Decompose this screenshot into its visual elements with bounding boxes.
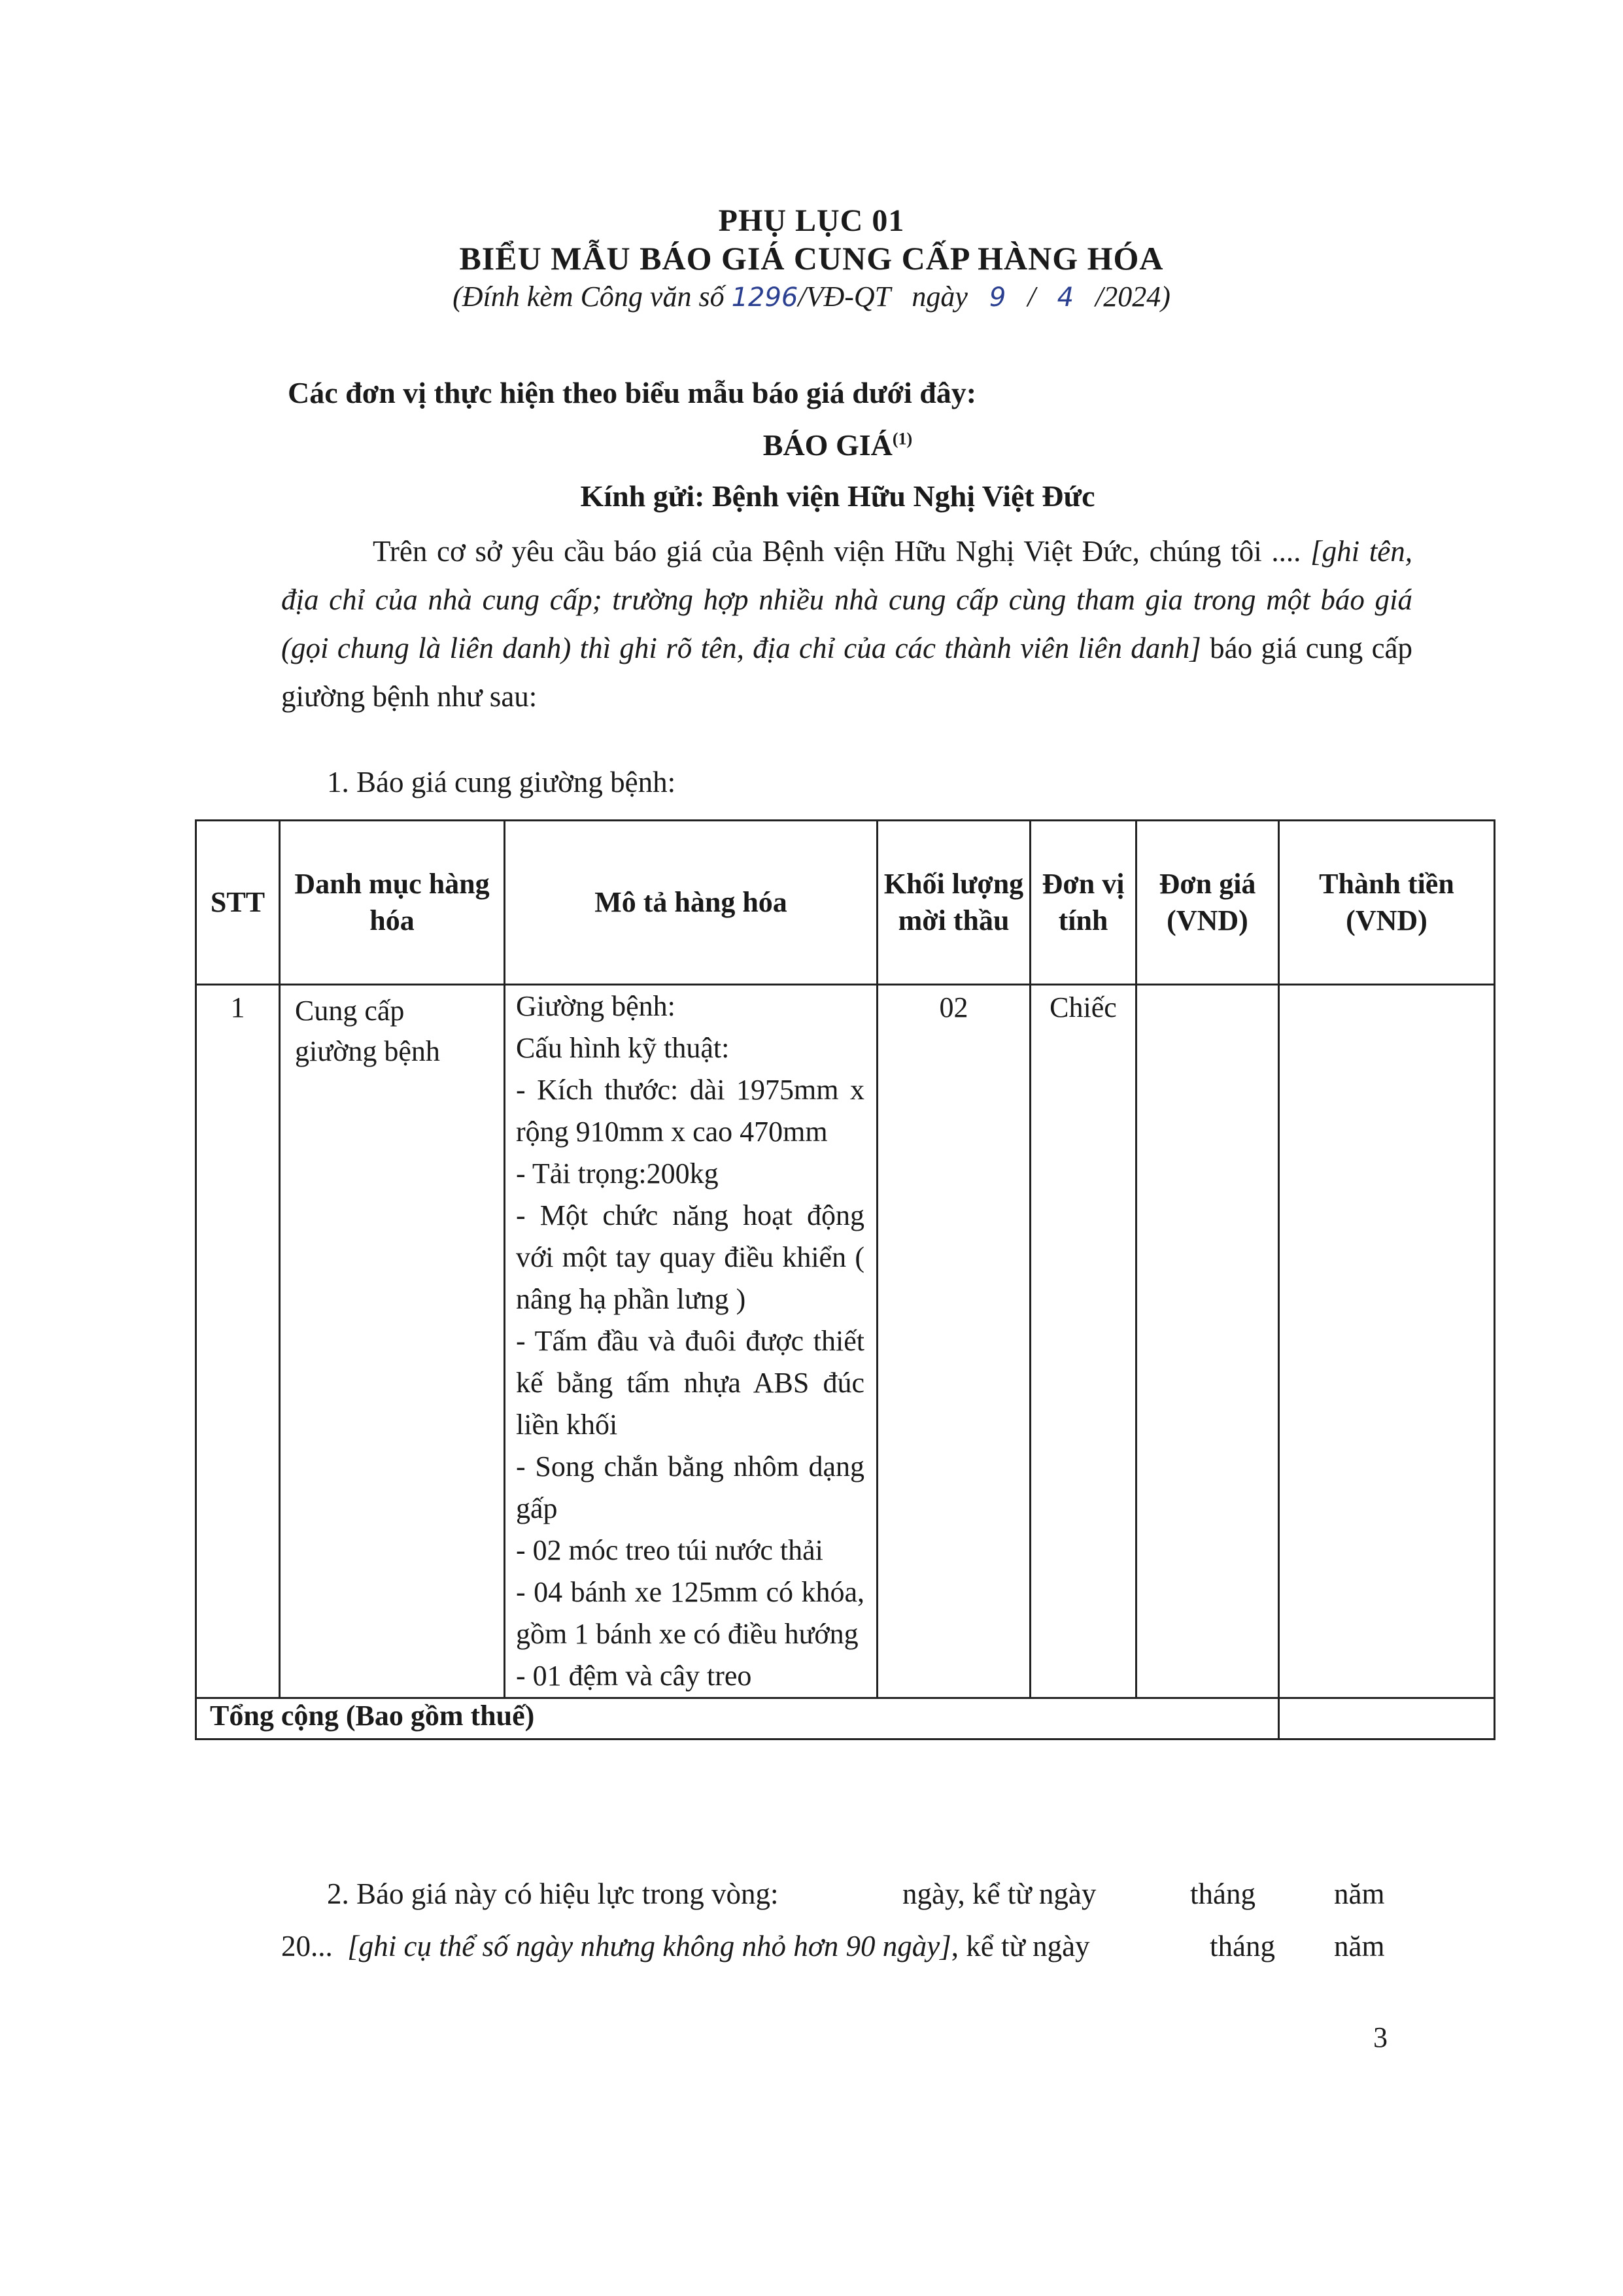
attach-prefix: (Đính kèm Công văn số: [453, 281, 725, 313]
description-line: - Kích thước: dài 1975mm x rộng 910mm x cao 470mm: [516, 1074, 864, 1148]
total-label: Tổng cộng (Bao gồm thuế): [196, 1698, 1279, 1739]
handwritten-doc-number: 1296: [731, 283, 798, 313]
table-header-row: [196, 821, 1495, 985]
quote-table: [195, 819, 1495, 1740]
cell-quantity: 02: [878, 985, 1031, 1698]
date-separator: /: [1027, 281, 1036, 313]
paragraph-normal-2: báo giá cung cấp giường bệnh như sau:: [281, 632, 1413, 713]
year-text: /2024): [1095, 281, 1170, 313]
quote-title: [26, 428, 1623, 462]
validity-text-2c: tháng: [1210, 1930, 1275, 1962]
description-line: Cấu hình kỹ thuật:: [516, 1032, 730, 1064]
validity-text-2b: , kể từ ngày: [951, 1930, 1090, 1962]
form-title: BIỂU MẪU BÁO GIÁ CUNG CẤP HÀNG HÓA: [459, 240, 1164, 277]
intro-paragraph: [281, 527, 1412, 721]
appendix-title: PHỤ LỤC 01: [718, 203, 905, 238]
validity-text-1c: tháng: [1190, 1877, 1256, 1910]
cell-description: [505, 985, 878, 1698]
description-line: - Song chắn bằng nhôm dạng gấp: [516, 1450, 864, 1524]
paragraph-normal-1: Trên cơ sở yêu cầu báo giá của Bệnh viện Hữu Nghị Việt Đức, chúng tôi ....: [373, 535, 1301, 568]
description-line: Giường bệnh:: [516, 990, 675, 1022]
intro-text: Các đơn vị thực hiện theo biểu mẫu báo giá dưới đây:: [288, 376, 977, 409]
description-line: - 02 móc treo túi nước thải: [516, 1534, 823, 1566]
page-number: 3: [1373, 2021, 1388, 2053]
header-total: Thành tiền (VND): [1279, 821, 1495, 985]
quote-title-note: (1): [892, 429, 913, 449]
cell-total: [1279, 985, 1495, 1698]
handwritten-month: 4: [1057, 283, 1074, 313]
cell-item-name: Cung cấp giường bệnh: [280, 985, 505, 1698]
description-line: - 04 bánh xe 125mm có khóa, gồm 1 bánh xe có điều hướng: [516, 1576, 864, 1650]
header-stt: STT: [196, 821, 280, 985]
description-line: - 01 đệm và cây treo: [516, 1660, 752, 1692]
validity-text-2d: năm: [1334, 1930, 1385, 1962]
table-total-row: [196, 1698, 1495, 1739]
date-label: ngày: [912, 281, 968, 313]
validity-text-2-italic: [ghi cụ thể số ngày nhưng không nhỏ hơn 90 ngày]: [347, 1930, 951, 1962]
validity-text-1a: 2. Báo giá này có hiệu lực trong vòng:: [327, 1877, 779, 1910]
description-line: - Tấm đầu và đuôi được thiết kế bằng tấm nhựa ABS đúc liền khối: [516, 1325, 864, 1441]
table-row: [196, 985, 1495, 1698]
total-value-cell: [1279, 1698, 1495, 1739]
doc-suffix: /VĐ-QT: [798, 281, 891, 313]
paragraph-italic: [ghi tên, địa chỉ của nhà cung cấp; trường hợp nhiều nhà cung cấp cùng tham gia trong một báo giá (gọi chung là liên danh) thì ghi rõ tên, địa chỉ của các thành viên liên danh]: [281, 535, 1412, 664]
header-item-name: Danh mục hàng hóa: [280, 821, 505, 985]
validity-line-2: [281, 1929, 1090, 1963]
respect-to: Kính gửi: Bệnh viện Hữu Nghị Việt Đức: [580, 479, 1095, 513]
section-1-heading: 1. Báo giá cung giường bệnh:: [327, 766, 676, 798]
header-description: Mô tả hàng hóa: [505, 821, 878, 985]
validity-text-2a: 20...: [281, 1930, 333, 1962]
attachment-line: [0, 280, 1623, 313]
header-quantity: Khối lượng mời thầu: [878, 821, 1031, 985]
validity-text-1d: năm: [1334, 1877, 1385, 1910]
header-unit: Đơn vị tính: [1031, 821, 1136, 985]
validity-text-1b: ngày, kể từ ngày: [902, 1877, 1097, 1910]
quote-title-text: BÁO GIÁ: [762, 428, 893, 462]
description-line: - Một chức năng hoạt động với một tay quay điều khiển ( nâng hạ phần lưng ): [516, 1199, 864, 1315]
cell-stt: 1: [196, 985, 280, 1698]
header-unit-price: Đơn giá (VND): [1136, 821, 1279, 985]
description-line: - Tải trọng:200kg: [516, 1157, 719, 1190]
cell-unit: Chiếc: [1031, 985, 1136, 1698]
handwritten-day: 9: [989, 283, 1006, 313]
cell-unit-price: [1136, 985, 1279, 1698]
